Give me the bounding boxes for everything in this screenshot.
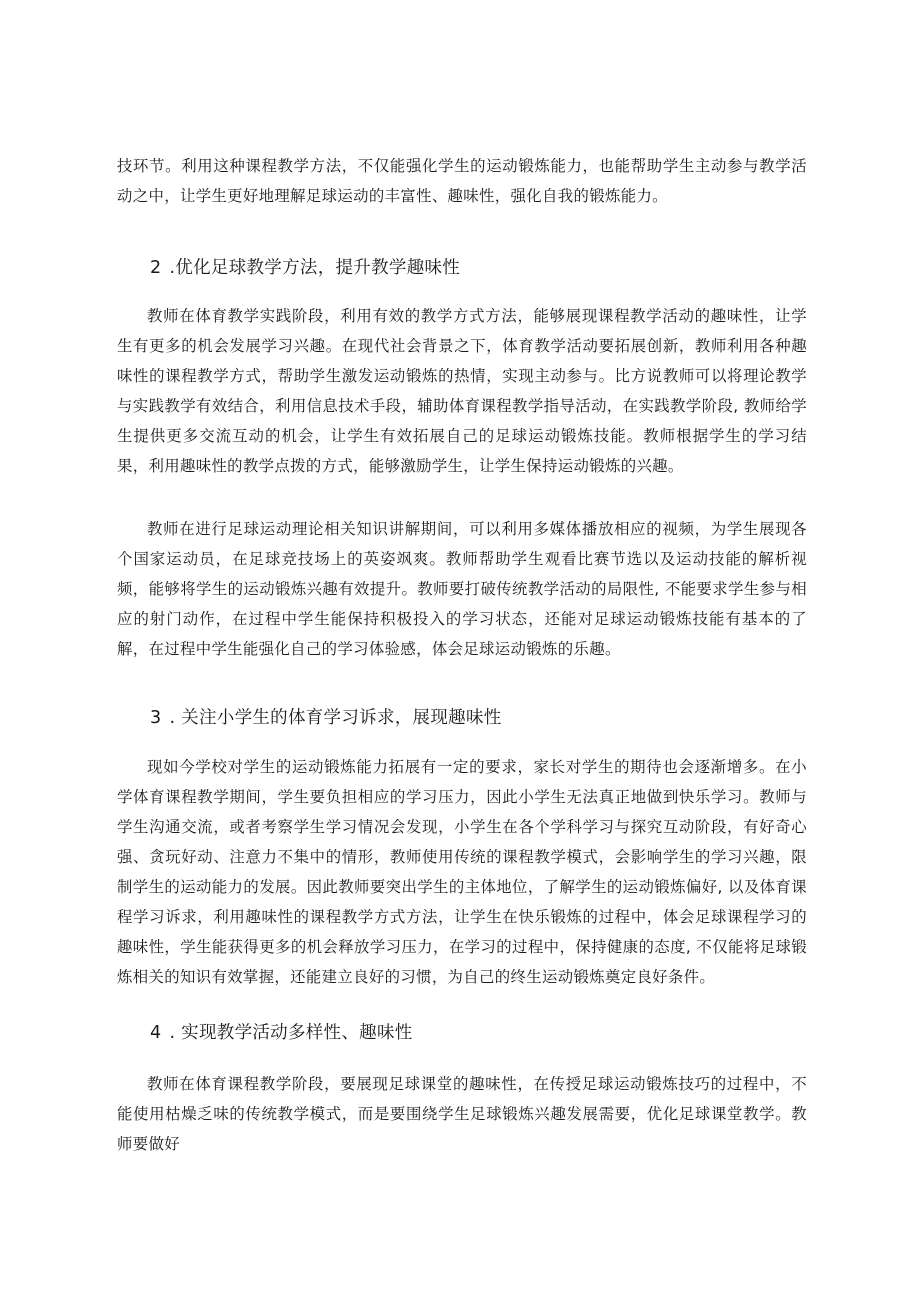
intro-paragraph: 技环节。利用这种课程教学方法，不仅能强化学生的运动锻炼能力，也能帮助学生主动参与教学活动之中，让学生更好地理解足球运动的丰富性、趣味性，强化自我的锻炼能力。: [117, 157, 807, 205]
section-4-number: 4: [150, 1023, 162, 1043]
section-2-heading: [150, 254, 810, 282]
section-3-heading: [150, 704, 810, 732]
section-2-title: .优化足球教学方法，提升教学趣味性: [169, 258, 461, 278]
section-4-heading: [150, 1019, 810, 1047]
section-2-paragraph-1: 教师在体育教学实践阶段，利用有效的教学方式方法，能够展现课程教学活动的趣味性，让学生有更多的机会发展学习兴趣。在现代社会背景之下，体育教学活动要拓展创新，教师利用各种趣味性的课程教学方式，帮助学生激发运动锻炼的热情，实现主动参与。比方说教师可以将理论教学与实践教学有效结合，利用信息技术手段，辅助体育课程教学指导活动，在实践教学阶段, 教师给学生提供更多交流互动的机会，让学生有效拓展自己的足球运动锻炼技能。教师根据学生的学习结果，利用趣味性的教学点拨的方式，能够激励学生，让学生保持运动锻炼的兴趣。: [117, 307, 807, 475]
section-4-title: . 实现教学活动多样性、趣味性: [169, 1023, 413, 1043]
section-3-number: 3: [150, 708, 162, 728]
section-2-paragraph-2: 教师在进行足球运动理论相关知识讲解期间，可以利用多媒体播放相应的视频，为学生展现各个国家运动员，在足球竞技场上的英姿飒爽。教师帮助学生观看比赛节选以及运动技能的解析视频，能够将学生的运动锻炼兴趣有效提升。教师要打破传统教学活动的局限性, 不能要求学生参与相应的射门动作，在过程中学生能保持积极投入的学习状态，还能对足球运动锻炼技能有基本的了解，在过程中学生能强化自己的学习体验感，体会足球运动锻炼的乐趣。: [117, 520, 807, 658]
section-4-paragraph-1: 教师在体育课程教学阶段，要展现足球课堂的趣味性，在传授足球运动锻炼技巧的过程中，不能使用枯燥乏味的传统教学模式，而是要围绕学生足球锻炼兴趣发展需要，优化足球课堂教学。教师要做好: [117, 1075, 807, 1153]
section-3-paragraph-1: 现如今学校对学生的运动锻炼能力拓展有一定的要求，家长对学生的期待也会逐渐增多。在小学体育课程教学期间，学生要负担相应的学习压力，因此小学生无法真正地做到快乐学习。教师与学生沟通交流，或者考察学生学习情况会发现，小学生在各个学科学习与探究互动阶段，有好奇心强、贪玩好动、注意力不集中的情形，教师使用传统的课程教学模式，会影响学生的学习兴趣，限制学生的运动能力的发展。因此教师要突出学生的主体地位，了解学生的运动锻炼偏好, 以及体育课程学习诉求，利用趣味性的课程教学方式方法，让学生在快乐锻炼的过程中，体会足球课程学习的趣味性，学生能获得更多的机会释放学习压力，在学习的过程中，保持健康的态度, 不仅能将足球锻炼相关的知识有效掌握，还能建立良好的习惯，为自己的终生运动锻炼奠定良好条件。: [117, 758, 807, 986]
section-2-number: 2: [150, 258, 162, 278]
section-3-title: . 关注小学生的体育学习诉求，展现趣味性: [169, 708, 502, 728]
